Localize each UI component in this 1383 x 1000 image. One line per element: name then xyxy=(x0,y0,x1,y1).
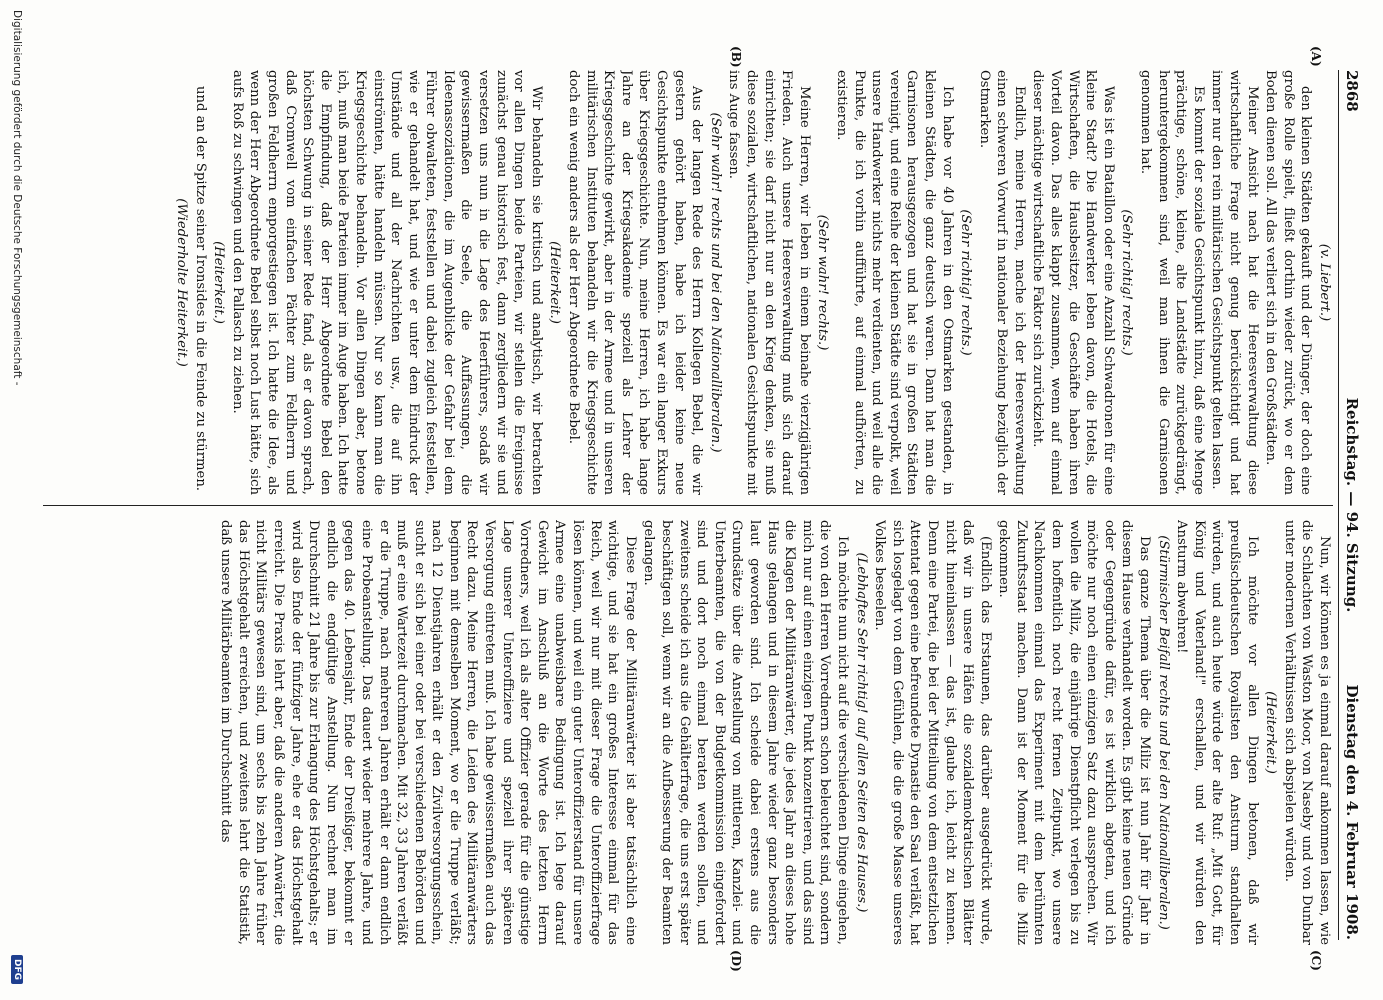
margin-letter-c: (C) xyxy=(1309,950,1323,971)
left-column xyxy=(43,70,1333,495)
paragraph: (Lebhaftes Sehr richtig! auf allen Seiten des Hauses.) xyxy=(853,552,869,913)
header-rule xyxy=(1338,70,1339,940)
paragraph: und an der Spitze seiner Ironsides in die Feinde zu stürmen. xyxy=(192,86,208,491)
footer-text: Digitalisierung gefördert durch die Deutsche Forschungsgemeinschaft - xyxy=(11,10,23,386)
paragraph: (Sehr wahr! rechts.) xyxy=(815,214,831,351)
margin-letter-d: (D) xyxy=(729,950,743,972)
paragraph: Ich habe vor 40 Jahren in den Ostmarken gestanden, in kleinen Städten, die ganz deutsch waren. Dann hat man die Garnisonen herausgezogen und hat sie in großen Städten vereinigt, und eine Reihe der kleinen Städte sind verpolkt, weil unsere Handwerker nichts mehr verdienten, und weil alle die Punkte, die ich vorhin aufführte, auf einmal aufhörten, zu existieren. xyxy=(833,70,955,495)
paragraph: Ich möchte vor allen Dingen betonen, daß wir preußischdeutschen Royalisten den Ansturm standhalten würden, und auch heute würde der alte Ruf: „Mit Gott, für König und Vaterland!" erschallen, und wir würden den Ansturm abwehren! xyxy=(1174,520,1260,945)
paragraph: (Heiterkeit.) xyxy=(1263,691,1279,774)
page-number: 2868 xyxy=(1343,70,1361,112)
paragraph: (Sehr wahr! rechts und bei den Nationalliberalen.) xyxy=(707,112,723,453)
paragraph: Wir behandeln sie kritisch und analytisch, wir betrachten vor allen Dingen beide Parteien, wir stellen die Ereignisse zunächst genau historisch fest, dann zergliedern wir sie und versetzen uns nun in die Lage des Heerführers, sodaß wir gewissermaßen die Seele, die Auffassungen, die Ideenassoziationen, die im Augenblicke der Gefahr bei dem Führer obwalteten, feststellen und dabei zugleich feststellen, wie er gehandelt hat, und wie er unter dem Eindruck der Umstände und all der Nachrichten usw., die auf ihn einströmten, hätte handeln müssen. Nur so kann man die Kriegsgeschichte behandeln. Vor allen Dingen aber, betone ich, muß man beide Parteien immer im Auge haben. Ich hatte die Empfindung, daß der Herr Abgeordnete Bebel den höchsten Schwung in seiner Rede fand, als er davon sprach, daß Cromwell vom einfachen Pächter zum Feldherrn und großen Feldherrn emporgestiegen ist. Ich hatte die Idee, als wenn der Herr Abgeordnete Bebel selbst noch Lust hätte, sich aufs Roß zu schwingen und den Pallasch zu ziehen. xyxy=(229,70,544,495)
paragraph: (Wiederholte Heiterkeit.) xyxy=(174,198,189,367)
paragraph: den kleinen Städten gekauft und der Dünger, der doch eine große Rolle spielt, fließt dorthin wieder zurück, wo er dem Boden dienen soll. All das verliert sich in den Großstädten. xyxy=(1263,70,1314,495)
paragraph: (Heiterkeit.) xyxy=(547,241,563,324)
paragraph: Diese Frage der Militäranwärter ist aber tatsächlich eine wichtige, und sie hat ein großes Interesse einmal für das Reich, weil wir nur mit dieser Frage die Unteroffizierfrage lösen können, und weil ein guter Unteroffizierstand für unsere Armee eine unabweisbare Bedingung ist. Ich lege darauf Gewicht im Anschluß an die Worte des letzten Herrn Vorredners, weil ich als alter Offizier gerade für die günstige Lage unserer Unteroffiziere und speziell ihrer späteren Versorgung eintreten muß. Ich habe gewissermaßen auch das Recht dazu. Meine Herren, die Leiden des Militäranwärters beginnen mit demselben Moment, wo er die Truppe verläßt; nach 12 Dienstjahren erhält er den Zivilversorgungsschein, sucht er sich bei einer oder bei verschiedenen Behörden und muß er eine Wartezeit durchmachen. Mit 32, 33 Jahren verläßt er die Truppe, nach mehreren Jahren erhält er dann endlich eine Probeanstellung. Das dauert wieder mehrere Jahre, und gegen das 40. Lebensjahr, Ende der Dreißiger, bekommt er endlich die endgültige Anstellung. Nun rechnet man im Durchschnitt 21 Jahre bis zur Erlangung des Höchstgehalts; er wird also Ende der fünfziger Jahre, ehe er das Höchstgehalt erreicht. Die Praxis lehrt aber, daß die anderen Anwärter, die nicht Militärs gewesen sind, um sechs bis zehn Jahre früher das Höchstgehalt erreichen, und zweitens lehrt die Statistik, daß unsere Militärbeamten im Durchschnitt das xyxy=(218,520,638,945)
paragraph: Es kommt der soziale Gesichtspunkt hinzu, daß eine Menge prächtige, schöne, kleine, alte Landstädte zurückgedrängt, heruntergekommen sind, weil man ihnen die Garnisonen genommen hat. xyxy=(1138,70,1206,495)
paragraph: Nun, wir können es ja einmal darauf ankommen lassen, wie die Schlachten von Waston Moor, von Naseby und von Dunbar unter modernen Verhältnissen sich abspielen würden. xyxy=(1281,520,1332,945)
paragraph: Meine Herren, wir leben in einem beinahe vierzigjährigen Frieden. Auch unsere Heeresverwaltung muß sich darauf einrichten; sie darf nicht nur an den Krieg denken, sie muß diese sozialen, wirtschaftlichen, nationalen Gesichtspunkte mit ins Auge fassen. xyxy=(726,70,812,495)
paragraph: (Stürmischer Beifall rechts und bei den Nationalliberalen.) xyxy=(1155,535,1171,930)
column-divider xyxy=(43,505,1333,506)
paragraph: Meiner Ansicht nach hat die Heeresverwaltung diese wirtschaftliche Frage nicht genug berücksichtigt und hat immer nur den rein militärischen Gesichtspunkt gelten lassen. xyxy=(1209,70,1260,495)
running-header xyxy=(1341,70,1361,940)
paragraph: Endlich, meine Herren, mache ich der Heeresverwaltung einen schweren Vorwurf in nationaler Beziehung bezüglich der Ostmarken. xyxy=(976,70,1027,495)
paragraph: (Heiterkeit.) xyxy=(211,241,227,324)
paragraph: Ich möchte nun nicht auf die verschiedenen Dinge eingehen, die von den Herren Vorrednern schon beleuchtet sind, sondern mich nur auf einen einzigen Punkt konzentrieren, und das sind die Klagen der Militäranwärter, die jedes Jahr an dieses hohe Haus gelangen und in diesem Jahre wieder ganz besonders laut geworden sind. Ich scheide dabei erstens aus die Grundsätze über die Anstellung von mittleren, Kanzlei- und Unterbeamten, die von der Budgetkommission eingefordert sind und dort noch einmal beraten werden sollen, und zweitens scheide ich aus die Gehälterfrage, die uns erst später beschäftigen soll, wenn wir an die Aufbesserung der Beamten gelangen. xyxy=(641,520,850,945)
dfg-logo: DFG xyxy=(11,955,23,984)
speaker-name: (v. Liebert.) xyxy=(1317,243,1332,322)
header-date: Dienstag den 4. Februar 1908. xyxy=(1343,684,1361,940)
margin-letter-a: (A) xyxy=(1309,46,1323,67)
footer xyxy=(7,10,23,990)
paragraph: Was ist ein Bataillon oder eine Anzahl Schwadronen für eine kleine Stadt? Die Handwerker leben davon, die Hotels, die Wirtschaften, die Hausbesitzer, die Geschäfte haben ihren Vorteil davon. Das alles klappt zusammen, wenn auf einmal dieser mächtige wirtschaftliche Faktor sich zurückzieht. xyxy=(1030,70,1116,495)
paragraph: Aus der langen Rede des Herrn Kollegen Bebel, die wir gestern gehört haben, habe ich leider keine neue Gesichtspunkte entnehmen können. Es war ein langer Exkurs über Kriegsgeschichte. Nun, meine Herren, ich habe lange Jahre an der Kriegsakademie speziell als Lehrer der Kriegsgeschichte gewirkt, aber in der Armee und in unseren militärischen Instituten behandeln wir die Kriegsgeschichte doch ein wenig anders als der Herr Abgeordnete Bebel. xyxy=(566,70,705,495)
right-column xyxy=(43,520,1333,945)
paragraph: Das ganze Thema über die Miliz ist nun Jahr für Jahr in diesem Hause verhandelt worden. Es gibt keine neuen Gründe oder Gegengründe dafür, es ist wirklich abgetan, und ich möchte nur noch einen einzigen Satz dazu aussprechen. Wir wollen die Miliz, die einjährige Dienstpflicht verlegen bis zu dem hoffentlich noch recht fernen Zeitpunkt, wo unsere Nachkommen einmal das Experiment mit dem berühmten Zukunftsstaat machen. Dann ist der Moment für die Miliz gekommen. xyxy=(996,520,1153,945)
paragraph: (Sehr richtig! rechts.) xyxy=(1119,209,1135,356)
paragraph: (Endlich das Erstaunen, das darüber ausgedrückt wurde, daß wir in unsere Häfen die sozialdemokratischen Blätter nicht hineinlassen — das ist, glaube ich, leicht zu kennen. Denn eine Partei, die bei der Mitteilung von dem entsetzlichen Attentat gegen eine befreundete Dynastie den Saal verläßt, hat sich losgelagt von dem Gefühlen, die die große Masse unseres Volkes beseelen. xyxy=(872,520,993,945)
margin-letter-b: (B) xyxy=(729,46,743,68)
paragraph: (Sehr richtig! rechts.) xyxy=(958,209,974,356)
header-title: Reichstag. — 94. Sitzung. xyxy=(1343,397,1361,613)
